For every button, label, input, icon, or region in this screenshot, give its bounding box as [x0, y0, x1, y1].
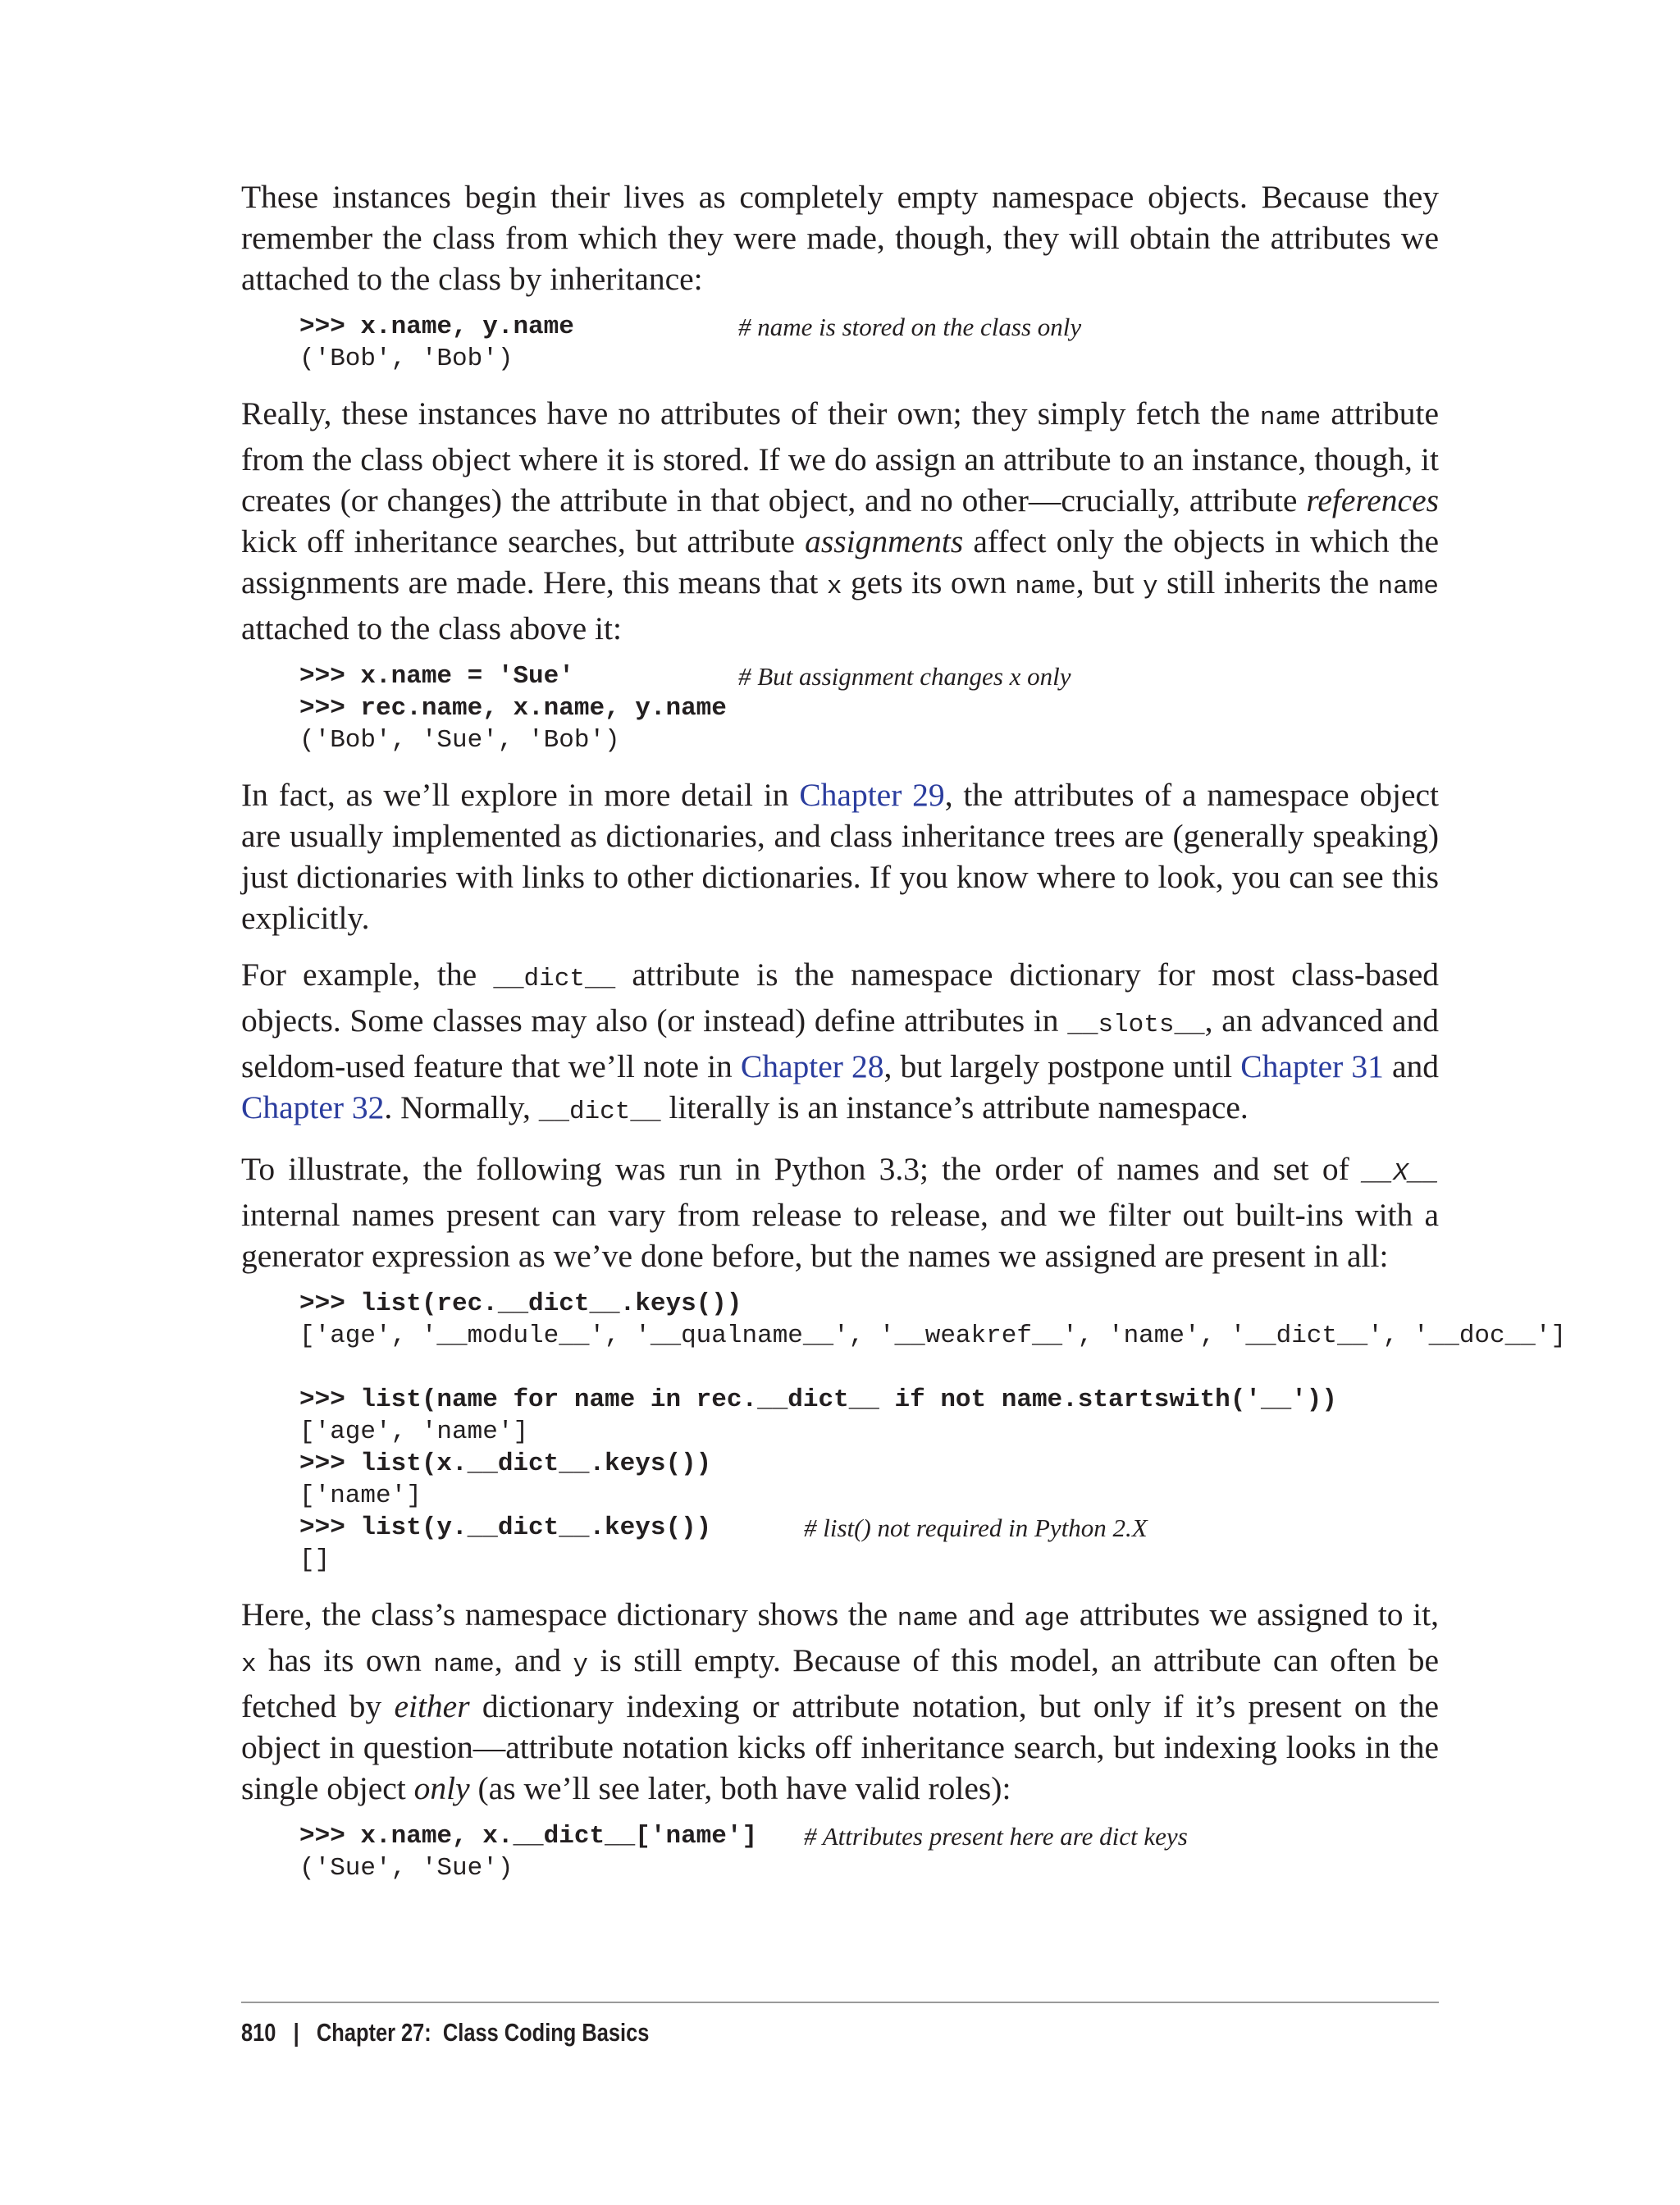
paragraph-2: Really, these instances have no attributes of their own; they simply fetch the name attribute from the class object where it is stored. If we do assign an attribute to an instance, though, it creates (or changes) the attribute in that object, and no other—crucially, attribute references kick off inheritance searches, but attribute assignments affect only the objects in which the assignments are made. Here, this means that x gets its own name, but y still inherits the name attached to the class above it:	[241, 395, 1439, 646]
paragraph-3: In fact, as we’ll explore in more detail in Chapter 29, the attributes of a namespace object are usually implemented as dictionaries, and class inheritance trees are (generally speaking) just dictionaries with links to other dictionaries. If you know where to look, you can see this explicitly.	[241, 777, 1439, 936]
code-comment: # list() not required in Python 2.X	[804, 1513, 1148, 1542]
paragraph-intro	[241, 176, 1439, 299]
code-line: >>> x.name, y.name	[299, 313, 574, 341]
code-output: ('Bob', 'Bob')	[299, 345, 514, 373]
code-comment: # But assignment changes x only	[738, 662, 1071, 691]
page-body	[241, 176, 1567, 1902]
page-number: 810	[241, 2018, 276, 2047]
paragraph-1: These instances begin their lives as completely empty namespace objects. Because they remember the class from which they were made, though, they will obtain the attributes we attached to the class by inheritance:	[241, 179, 1439, 297]
code-output: ['age', 'name']	[299, 1418, 529, 1446]
chapter-title: Chapter 27: Class Coding Basics	[316, 2018, 650, 2047]
code-comment: # Attributes present here are dict keys	[804, 1822, 1188, 1851]
footer-separator: |	[293, 2018, 299, 2047]
code-comment: # name is stored on the class only	[738, 313, 1082, 341]
code-output: ['age', '__module__', '__qualname__', '__weakref__', 'name', '__dict__', '__doc__']	[299, 1322, 1567, 1350]
code-output: []	[299, 1545, 331, 1574]
code-line: >>> list(y.__dict__.keys())	[299, 1513, 712, 1542]
code-output: ('Bob', 'Sue', 'Bob')	[299, 726, 620, 755]
code-line: >>> list(name for name in rec.__dict__ if not name.startswith('__'))	[299, 1386, 1338, 1414]
chapter-31-link[interactable]: Chapter 31	[1240, 1048, 1384, 1084]
code-block-4	[299, 1820, 1439, 1884]
paragraph-6: Here, the class’s namespace dictionary shows the name and age attributes we assigned to it, x has its own name, and y is still empty. Because of this model, an attribute can often be fetched by either dictionary indexing or attribute notation, but only if it’s present on the object in question—attribute notation kicks off inheritance search, but indexing looks in the single object only (as we’ll see later, both have valid roles):	[241, 1596, 1439, 1806]
code-output: ('Sue', 'Sue')	[299, 1854, 514, 1883]
paragraph-5: To illustrate, the following was run in Python 3.3; the order of names and set of __X__ internal names present can vary from release to release, and we filter out built-ins with a generator expression as we’ve done before, but the names we assigned are present in all:	[241, 1151, 1439, 1274]
chapter-28-link[interactable]: Chapter 28	[740, 1048, 884, 1084]
paragraph-4: For example, the __dict__ attribute is the namespace dictionary for most class-based objects. Some classes may also (or instead) define attributes in __slots__, an advanced and seldom-used feature that we’ll note in Chapter 28, but largely postpone until Chapter 31 and Chapter 32. Normally, __dict__ literally is an instance’s attribute namespace.	[241, 956, 1439, 1126]
code-block-3	[299, 1288, 1567, 1576]
code-line: >>> x.name, x.__dict__['name']	[299, 1822, 758, 1851]
code-block-2	[299, 660, 1439, 756]
page-footer	[241, 2002, 1439, 2048]
footer-text	[241, 2018, 1223, 2048]
code-line: >>> rec.name, x.name, y.name	[299, 694, 727, 723]
code-line: >>> list(rec.__dict__.keys())	[299, 1290, 742, 1318]
chapter-32-link[interactable]: Chapter 32	[241, 1089, 385, 1125]
code-block-1	[299, 311, 1439, 375]
code-line: >>> x.name = 'Sue'	[299, 662, 574, 691]
code-output: ['name']	[299, 1481, 422, 1510]
code-line: >>> list(x.__dict__.keys())	[299, 1449, 712, 1478]
chapter-29-link[interactable]: Chapter 29	[799, 777, 945, 813]
